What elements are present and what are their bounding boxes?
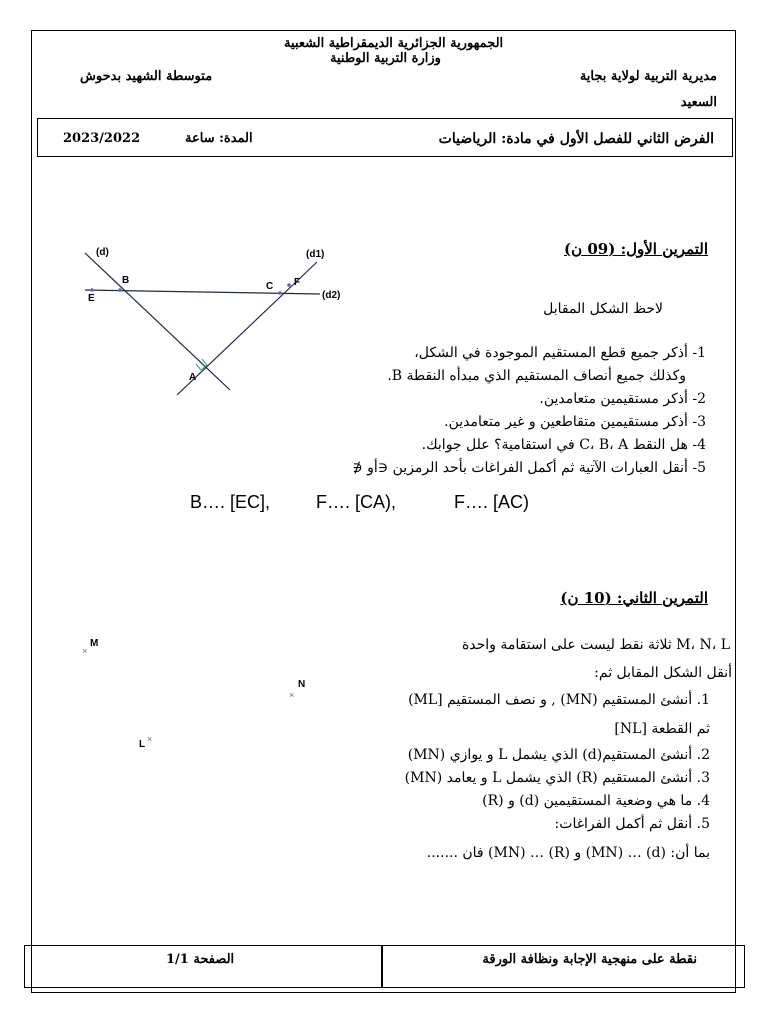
point-c-dot [278, 291, 282, 295]
label-f: F [294, 277, 301, 288]
label-m: M [90, 638, 99, 649]
label-d1: (d1) [306, 249, 325, 260]
label-b: B [122, 275, 130, 286]
exercise1-item-4: 4- هل النقط C، B، A في استقامية؟ علل جوابك. [421, 437, 706, 453]
label-e: E [88, 293, 95, 304]
exercise2-figure [78, 630, 318, 760]
exercise2-intro: M، N، L ثلاثة نقط ليست على استقامة واحدة [461, 637, 730, 653]
label-a: A [189, 372, 197, 383]
footer-note: نقطة على منهجية الإجابة ونظافة الورقة [482, 952, 697, 967]
point-m-mark: × [82, 646, 88, 656]
header-place: السعيد [680, 95, 717, 110]
exercise2-item-1b: ثم القطعة [NL] [614, 721, 710, 737]
label-c: C [266, 281, 274, 292]
exercise1-item-1: 1- أذكر جميع قطع المستقيم الموجودة في الشكل، [414, 345, 706, 361]
exercise2-copy: أنقل الشكل المقابل ثم: [594, 665, 732, 681]
exercise2-item-1: 1. أنشئ المستقيم (MN) , و نصف المستقيم [ML) [408, 692, 710, 708]
test-title: الفرض الثاني للفصل الأول في مادة: الرياضيات [438, 131, 714, 147]
footer-divider [381, 946, 383, 987]
exercise1-item-3: 3- أذكر مستقيمين متقاطعين و غير متعامدين. [444, 414, 706, 430]
exercise2-title: التمرين الثاني: (10 ن) [560, 589, 708, 607]
exercise2-item-5: 5. أنقل ثم أكمل الفراغات: [554, 816, 710, 832]
point-l-mark: × [147, 734, 153, 744]
point-b-dot [118, 288, 122, 292]
exercise1-title: التمرين الأول: (09 ن) [564, 240, 708, 258]
exercise2-fill-line: بما أن: (d) … (MN) و (R) … (MN) فان ....... [426, 845, 710, 861]
school-year: 2023/2022 [63, 131, 141, 146]
exercise1-item-1b: وكذلك جميع أنصاف المستقيم الذي مبدأه النقطة B. [387, 368, 686, 384]
header-directorate: مديرية التربية لولاية بجاية [579, 69, 717, 84]
exercise2-item-4: 4. ما هي وضعية المستقيمين (d) و (R) [482, 793, 710, 809]
label-d: (d) [96, 247, 109, 258]
fill-in-2: F…. [CA), [316, 492, 396, 512]
point-f-dot [287, 283, 291, 287]
header-ministry: وزارة التربية الوطنية [330, 51, 441, 66]
exercise1-intro: لاحظ الشكل المقابل [543, 301, 663, 317]
label-d2: (d2) [322, 290, 341, 301]
exercise2-item-2: 2. أنشئ المستقيم(d) الذي يشمل L و يوازي (MN) [407, 747, 710, 763]
header-school: متوسطة الشهيد بدحوش [80, 69, 213, 84]
label-l: L [139, 739, 146, 750]
point-e-dot [90, 288, 94, 292]
duration: المدة: ساعة [185, 131, 253, 146]
fill-in-3: F…. [AC) [454, 492, 529, 512]
exercise1-figure [70, 240, 360, 400]
exercise2-item-3: 3. أنشئ المستقيم (R) الذي يشمل L و يعامد (MN) [404, 770, 710, 786]
line-d [85, 253, 230, 390]
exercise1-item-2: 2- أذكر مستقيمين متعامدين. [539, 391, 706, 407]
label-n: N [298, 679, 306, 690]
footer-page: الصفحة 1/1 [166, 952, 235, 967]
point-n-mark: × [289, 690, 295, 700]
exercise1-item-5: 5- أنقل العبارات الآتية ثم أكمل الفراغات بأحد الرمزين ∈أو ∉ [352, 460, 706, 476]
header-republic: الجمهورية الجزائرية الديمقراطية الشعبية [284, 36, 504, 51]
fill-in-1: B…. [EC], [190, 492, 271, 512]
